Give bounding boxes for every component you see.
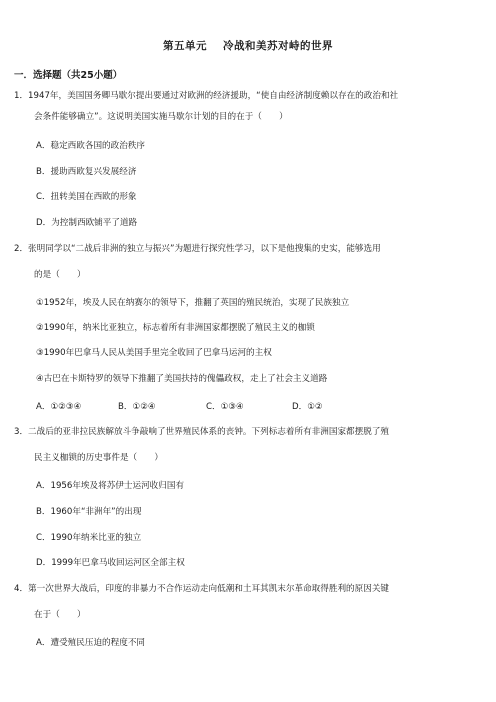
section-heading: 一．选择题（共25小题） (14, 70, 123, 81)
q2-stem-line1: 2．张明同学以“二战后非洲的独立与振兴”为题进行探究性学习，以下是他搜集的史实，能够选用 (14, 244, 381, 254)
q3-option-a: A．1956年埃及将苏伊士运河收归国有 (36, 481, 185, 491)
q2-stem-line2: 的是（ ） (34, 270, 86, 280)
q3-stem-line2: 民主义枷锁的历史事件是（ ） (34, 453, 163, 463)
q2-option-d: D．①② (292, 402, 323, 412)
q1-option-a: A．稳定西欧各国的政治秩序 (36, 141, 146, 151)
q4-stem-line1: 4．第一次世界大战后，印度的非暴力不合作运动走向低潮和土耳其凯末尔革命取得胜利的原因关键 (14, 584, 390, 594)
q2-option-c: C．①③④ (206, 402, 244, 412)
q2-item-4: ④古巴在卡斯特罗的领导下推翻了美国扶持的傀儡政权，走上了社会主义道路 (36, 374, 328, 384)
q1-option-b: B．援助西欧复兴发展经济 (36, 167, 137, 177)
q4-option-a: A．遭受殖民压迫的程度不同 (36, 638, 146, 648)
q3-option-b: B．1960年“非洲年”的出现 (36, 507, 142, 517)
q1-option-c: C．扭转美国在西欧的形象 (36, 192, 137, 202)
unit-topic: 冷战和美苏对峙的世界 (223, 40, 333, 52)
q1-stem-line2: 会条件能够确立”。这说明美国实施马歇尔计划的目的在于（ ） (34, 112, 288, 122)
q3-option-d: D．1999年巴拿马收回运河区全部主权 (36, 558, 185, 568)
q3-option-c: C．1990年纳米比亚的独立 (36, 533, 142, 543)
page-title (0, 38, 496, 53)
unit-label: 第五单元 (163, 40, 207, 52)
q4-stem-line2: 在于（ ） (34, 610, 86, 620)
q1-stem-line1: 1．1947年，美国国务卿马歇尔提出要通过对欧洲的经济援助，“使自由经济制度赖以存在的政治和社 (14, 91, 399, 101)
q2-options-row (36, 400, 323, 412)
q2-item-2: ②1990年，纳米比亚独立，标志着所有非洲国家都摆脱了殖民主义的枷锁 (36, 323, 315, 333)
q2-item-3: ③1990年巴拿马人民从美国手里完全收回了巴拿马运河的主权 (36, 348, 272, 358)
q2-option-a: A．①②③④ (36, 402, 82, 412)
q2-option-b: B．①②④ (118, 402, 156, 412)
q2-item-1: ①1952年，埃及人民在纳赛尔的领导下，推翻了英国的殖民统治，实现了民族独立 (36, 298, 350, 308)
q1-option-d: D．为控制西欧铺平了道路 (36, 218, 138, 228)
q3-stem-line1: 3．二战后的亚非拉民族解放斗争敲响了世界殖民体系的丧钟。下列标志着所有非洲国家都摆脱了殖 (14, 427, 390, 437)
